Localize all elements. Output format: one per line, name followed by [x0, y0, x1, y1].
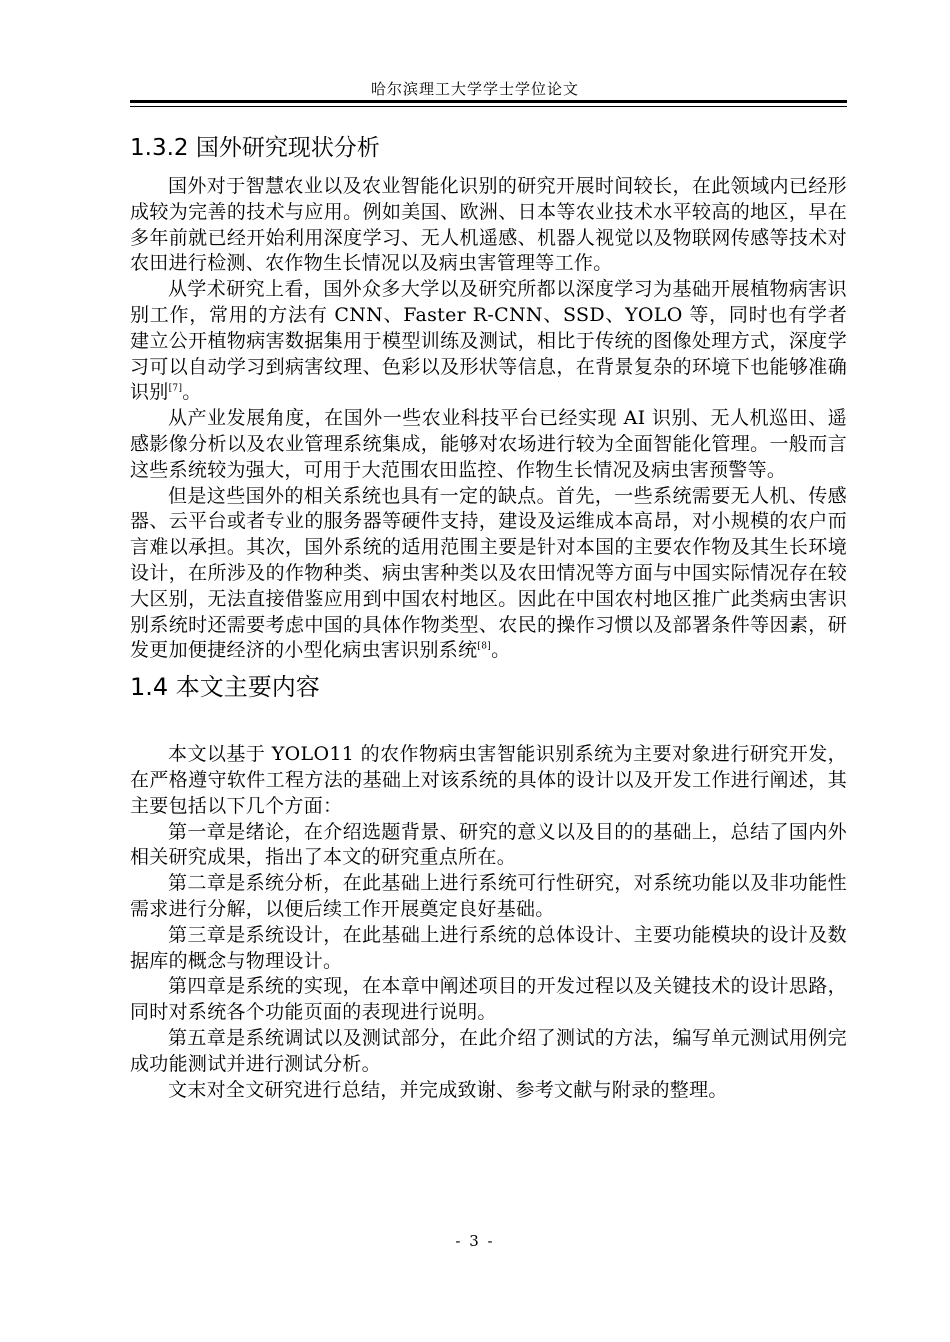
- paragraph: 第三章是系统设计，在此基础上进行系统的总体设计、主要功能模块的设计及数据库的概念与物理设计。: [130, 923, 847, 972]
- header-rule-thin: [130, 106, 847, 107]
- citation[interactable]: [7]: [168, 384, 183, 395]
- paragraph: 第五章是系统调试以及测试部分，在此介绍了测试的方法，编写单元测试用例完成功能测试并进行测试分析。: [130, 1026, 847, 1075]
- page-body: [130, 132, 847, 1103]
- paragraph: 文末对全文研究进行总结，并完成致谢、参考文献与附录的整理。: [168, 1078, 728, 1101]
- paragraph-text: 但是这些国外的相关系统也具有一定的缺点。首先，一些系统需要无人机、传感器、云平台或者专业的服务器等硬件支持，建设及运维成本高昂，对小规模的农户而言难以承担。其次，国外系统的适用范围主要是针对本国的主要农作物及其生长环境设计，在所涉及的作物种类、病虫害种类以及农田情况等方面与中国实际情况存在较大区别，无法直接借鉴应用到中国农村地区。因此在中国农村地区推广此类病虫害识别系统时还需要考虑中国的具体作物类型、农民的操作习惯以及部署条件等因素，研发更加便捷经济的小型化病虫害识别系统: [130, 484, 847, 662]
- citation[interactable]: [8]: [477, 642, 492, 653]
- paragraph-end: 。: [491, 639, 511, 662]
- paragraph-text: 从学术研究上看，国外众多大学以及研究所都以深度学习为基础开展植物病害识别工作，常用的方法有 CNN、Faster R-CNN、SSD、YOLO 等，同时也有学者建立公开植物病害数据集用于模型训练及测试，相比于传统的图像处理方式，深度学习可以自动学习到病害纹理、色彩以及形状等信息，在背景复杂的环境下也能够准确识别: [130, 278, 847, 404]
- paragraph: 国外对于智慧农业以及农业智能化识别的研究开展时间较长，在此领域内已经形成较为完善的技术与应用。例如美国、欧洲、日本等农业技术水平较高的地区，早在多年前就已经开始利用深度学习、无人机遥感、机器人视觉以及物联网传感等技术对农田进行检测、农作物生长情况以及病虫害管理等工作。: [130, 175, 847, 275]
- page-number: - 3 -: [455, 1232, 495, 1250]
- paragraph: 第二章是系统分析，在此基础上进行系统可行性研究，对系统功能以及非功能性需求进行分解，以便后续工作开展奠定良好基础。: [130, 872, 847, 920]
- section-heading-1-4: 1.4 本文主要内容: [130, 673, 320, 702]
- paragraph: [130, 484, 847, 665]
- header-rule-thick: [130, 100, 847, 103]
- paragraph-end: 。: [182, 381, 202, 404]
- paragraph: 第一章是绪论，在介绍选题背景、研究的意义以及目的的基础上，总结了国内外相关研究成果，指出了本文的研究重点所在。: [130, 820, 847, 869]
- paragraph: [130, 277, 847, 406]
- paragraph: 第四章是系统的实现，在本章中阐述项目的开发过程以及关键技术的设计思路，同时对系统各个功能页面的表现进行说明。: [130, 975, 847, 1024]
- paragraph: 从产业发展角度，在国外一些农业科技平台已经实现 AI 识别、无人机巡田、遥感影像分析以及农业管理系统集成，能够对农场进行较为全面智能化管理。一般而言这些系统较为强大，可用于大范围农田监控、作物生长情况及病虫害预警等。: [130, 407, 847, 481]
- section-heading-1-3-2: 1.3.2 国外研究现状分析: [130, 135, 380, 161]
- paragraph: 本文以基于 YOLO11 的农作物病虫害智能识别系统为主要对象进行研究开发，在严格遵守软件工程方法的基础上对该系统的具体的设计以及开发工作进行阐述，其主要包括以下几个方面：: [130, 743, 847, 817]
- running-header: 哈尔滨理工大学学士学位论文: [370, 80, 579, 98]
